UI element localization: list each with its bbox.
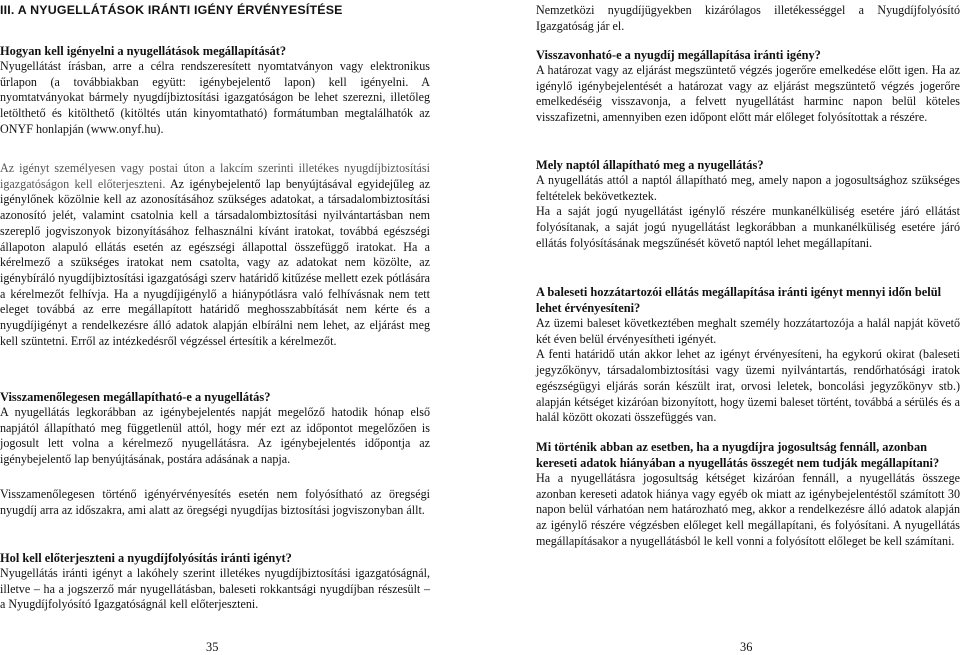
section-heading: Hol kell előterjeszteni a nyugdíjfolyósítás iránti igényt? <box>0 551 292 565</box>
section-heading: A baleseti hozzátartozói ellátás megállapítása iránti igényt mennyi időn belül lehet érvényesíteni? <box>536 285 942 315</box>
page-number: 36 <box>740 640 753 654</box>
paragraph: A nyugellátás legkorábban az igénybejelentés napját megelőző hatodik hónap első napjától állapítható meg függetlenül attól, hogy mér ezt az időpontot megelőzően is jogosult lett volna a kérelmező nyugellátásra. Az igénybejelentés időpontja az igénybejelentő lap benyújtásának, postára adásának a napja. <box>0 405 430 467</box>
paragraph: Nyugellátás iránti igényt a lakóhely szerint illetékes nyugdíjbiztosítási igazgatóságnál, illetve – ha a jogszerző már nyugellátásban, baleseti rokkantsági nyugdíjban részesült – a Nyugdíjfolyósító Igazgatóságnál kell előterjeszteni. <box>0 566 430 612</box>
section-heading: Mi történik abban az esetben, ha a nyugdíjra jogosultság fennáll, azonban kereseti adatok hiányában a nyugellátás összegét nem tudják megállapítani? <box>536 440 940 470</box>
section-heading: Visszamenőlegesen megállapítható-e a nyugellátás? <box>0 390 271 404</box>
page-number: 35 <box>206 640 219 654</box>
section-withdraw <box>536 47 960 126</box>
paragraph: Az üzemi baleset következtében meghalt személy hozzátartozója a halál napját követő két éven belül érvényesítheti igényét. <box>536 316 960 346</box>
section-heading: Hogyan kell igényelni a nyugellátások megállapítását? <box>0 44 287 58</box>
chapter-title <box>0 3 430 17</box>
section-retroactive-2 <box>0 487 430 518</box>
section-where-to-apply <box>0 550 430 613</box>
section-missing-data <box>536 439 960 550</box>
chapter-title-text: A NYUGELLÁTÁSOK IRÁNTI IGÉNY ÉRVÉNYESÍTÉSE <box>17 3 343 17</box>
chapter-title-prefix: III. <box>0 3 18 17</box>
section-heading: Visszavonható-e a nyugdíj megállapítása iránti igény? <box>536 48 821 62</box>
paragraph <box>0 161 430 349</box>
paragraph: Nemzetközi nyugdíjügyekben kizárólagos illetékességgel a Nyugdíjfolyósító Igazgatóság jár el. <box>536 3 960 33</box>
paragraph: A fenti határidő után akkor lehet az igényt érvényesíteni, ha egykorú okirat (baleseti jegyzőkönyv, társadalombiztosítási vagy üzemi nyilvántartás, rendőrhatósági iratok egészségügyi eljárás során készült irat, orvosi leletek, boncolási jegyzőkönyv stb.) alapján kétséget kizáróan bizonyított, hogy üzemi baleset történt, továbbá a sérülés és a halál között okozati összefüggés van. <box>536 347 960 425</box>
left-page <box>0 0 430 654</box>
section-how-to-apply <box>0 43 430 138</box>
section-accident-survivor <box>536 284 960 426</box>
paragraph: Ha a saját jogú nyugellátást igénylő részére munkanélküliség esetére járó ellátást folyósítanak, a saját jogú nyugellátást legkorábban a munkanélküliség esetére járó ellátás folyósításának megszűnését követő naptól lehet megállapítani. <box>536 204 960 250</box>
section-submission <box>0 161 430 349</box>
paragraph-rest: Az igénybejelentő lap benyújtásával egyidejűleg az igénylőnek közölnie kell az azonosításához szükséges adatokat, a társadalombiztosítási azonosító jelét, valamint csatolnia kell a társadalombiztosítási nyilvántartásban nem szereplő jogviszonyok bizonyításához felhasználni kívánt iratokat, továbbá egészségi állapoton alapuló ellátás esetén az egészségi állapottal összefüggő iratokat. Ha a kérelmező a szükséges iratokat nem csatolta, vagy az adatokat nem közölte, az igénybíráló nyugdíjbiztosítási igazgatósági szerv határidő kitűzése mellett ezek pótlására a kérelmezőt felhívja. Ha a nyugdíjigénylő a hiánypótlásra való felhívásnak nem tett eleget továbbá az erre megállapított határidő meghosszabbítását nem kérte és a nyugdíjigényt a rendelkezésre álló adatok alapján elbírálni nem lehet, az eljárást meg kell szüntetni. Erről az intézkedésről végzéssel értesítik a kérelmezőt. <box>0 176 430 348</box>
paragraph: Nyugellátást írásban, arre a célra rendszeresített nyomtatványon vagy elektronikus űrlapon (a továbbiakban együtt: igénybejelentő lapon) kell igényelni. A nyomtatványokat bármely nyugdíjbiztosítási igazgatóságon be lehet szerezni, illetőleg letölthető és kitölthető (kitöltés után kinyomtatható) formátumban megtalálhatók az ONYF honlapján (www.onyf.hu). <box>0 59 430 136</box>
section-retroactive <box>0 389 430 468</box>
section-start-date <box>536 157 960 252</box>
intro <box>536 3 960 34</box>
section-heading: Mely naptól állapítható meg a nyugellátás? <box>536 158 764 172</box>
paragraph: A határozat vagy az eljárást megszüntető végzés jogerőre emelkedése előtt igen. Ha az igénylő igénybejelentését a határozat vagy az eljárást megszüntető végzés jogerőre emelkedéséig visszavonja, a felvett nyugellátást harminc napon belül köteles visszafizetni, amennyiben ezen időpont előtt már előleget folyósítottak a részére. <box>536 63 960 125</box>
right-page <box>536 0 960 654</box>
gray-sentence: Az igényt személyesen vagy postai úton a lakcím szerinti illetékes nyugdíjbiztosítási igazgatóságon kell előterjeszteni. <box>0 161 430 191</box>
paragraph: A nyugellátás attól a naptól állapítható meg, amely napon a jogosultsághoz szükséges feltételek bekövetkeztek. <box>536 173 960 203</box>
paragraph: Ha a nyugellátásra jogosultság kétséget kizáróan fennáll, a nyugellátás összege azonban kereseti adatok hiánya vagy egyéb ok miatt az igénybejelentéstől számított 30 napon belül várhatóan nem határozható meg, akkor a rendelkezésre álló adatok alapján az igénylő részére végzésben előleget kell megállapítani, és folyósítani. A nyugellátás megállapításakor a nyugellátásból le kell vonni a folyósított előleget be kell számítani. <box>536 471 960 548</box>
paragraph: Visszamenőlegesen történő igényérvényesítés esetén nem folyósítható az öregségi nyugdíj arra az időszakra, ami alatt az öregségi nyugdíjas biztosítási jogviszonyban állt. <box>0 487 430 517</box>
